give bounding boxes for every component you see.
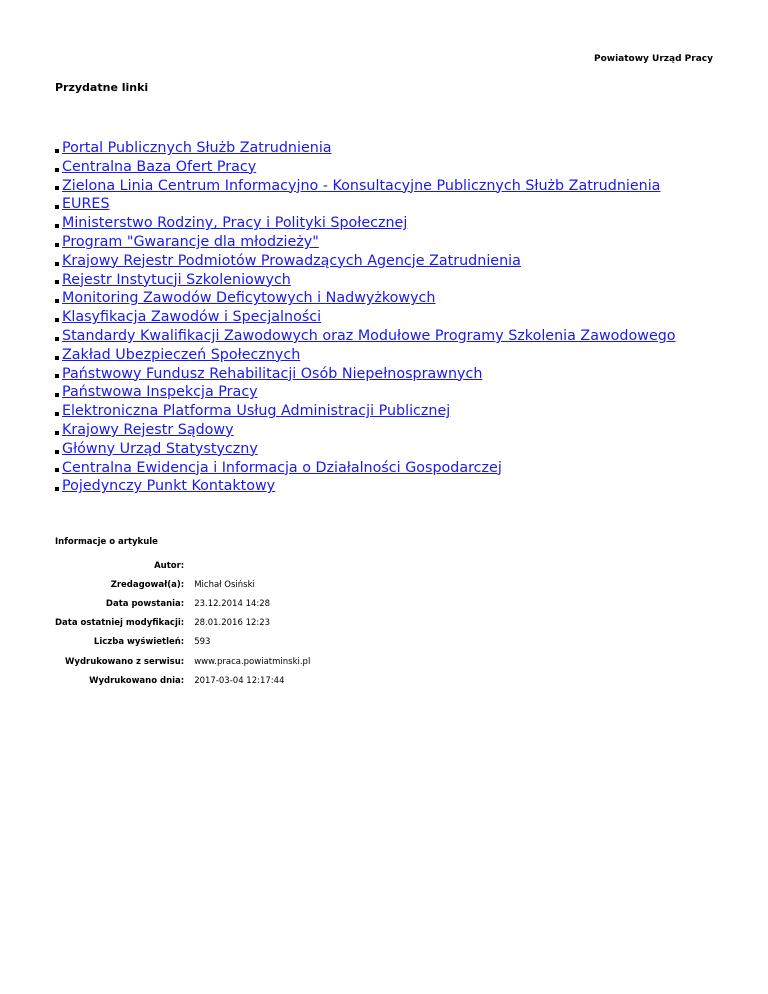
link-pip[interactable]: Państwowa Inspekcja Pracy	[62, 384, 258, 401]
list-item	[55, 233, 676, 252]
link-epuap[interactable]: Elektroniczna Platforma Usług Administracji Publicznej	[62, 403, 451, 420]
site-name: Powiatowy Urząd Pracy	[594, 54, 713, 64]
info-label-editor: Zredagował(a):	[110, 579, 185, 590]
list-item	[55, 365, 676, 384]
table-row	[51, 671, 314, 690]
bullet-icon	[55, 487, 59, 491]
list-item	[55, 158, 676, 177]
info-value-created: 23.12.2014 14:28	[194, 598, 271, 609]
bullet-icon	[55, 431, 59, 435]
links-list	[55, 139, 676, 496]
list-item	[55, 327, 676, 346]
info-value-editor: Michał Osiński	[194, 579, 255, 590]
link-zielona-linia[interactable]: Zielona Linia Centrum Informacyjno - Konsultacyjne Publicznych Służb Zatrudnienia	[62, 177, 661, 194]
link-ceidg[interactable]: Centralna Ewidencja i Informacja o Działalności Gospodarczej	[62, 459, 502, 476]
link-gus[interactable]: Główny Urząd Statystyczny	[62, 440, 258, 457]
list-item	[55, 214, 676, 233]
link-eures[interactable]: EURES	[62, 196, 110, 213]
info-value-printed-from: www.praca.powiatminski.pl	[194, 656, 311, 667]
link-rejestr-instytucji-szkoleniowych[interactable]: Rejestr Instytucji Szkoleniowych	[62, 271, 291, 288]
info-value-views: 593	[194, 637, 211, 648]
table-row	[51, 652, 314, 671]
info-value-modified: 28.01.2016 12:23	[194, 618, 271, 629]
link-punkt-kontaktowy[interactable]: Pojedynczy Punkt Kontaktowy	[62, 478, 276, 495]
page-title: Przydatne linki	[55, 81, 149, 94]
bullet-icon	[55, 412, 59, 416]
link-zus[interactable]: Zakład Ubezpieczeń Społecznych	[62, 346, 301, 363]
link-centralna-baza-ofert[interactable]: Centralna Baza Ofert Pracy	[62, 158, 257, 175]
bullet-icon	[55, 224, 59, 228]
link-klasyfikacja-zawodow[interactable]: Klasyfikacja Zawodów i Specjalności	[62, 309, 322, 326]
info-label-printed-from: Wydrukowano z serwisu:	[65, 656, 185, 667]
list-item	[55, 459, 676, 478]
article-info-title: Informacje o artykule	[55, 537, 158, 547]
link-pfron[interactable]: Państwowy Fundusz Rehabilitacji Osób Niepełnosprawnych	[62, 365, 483, 382]
info-label-views: Liczba wyświetleń:	[93, 637, 185, 648]
list-item	[55, 346, 676, 365]
bullet-icon	[55, 186, 59, 190]
bullet-icon	[55, 262, 59, 266]
bullet-icon	[55, 356, 59, 360]
bullet-icon	[55, 168, 59, 172]
bullet-icon	[55, 280, 59, 284]
info-label-modified: Data ostatniej modyfikacji:	[55, 618, 185, 629]
info-label-created: Data powstania:	[105, 598, 185, 609]
bullet-icon	[55, 337, 59, 341]
list-item	[55, 195, 676, 214]
bullet-icon	[55, 450, 59, 454]
table-row	[51, 614, 314, 633]
list-item	[55, 440, 676, 459]
info-label-printed-on: Wydrukowano dnia:	[89, 675, 185, 686]
link-krajowy-rejestr-agencji[interactable]: Krajowy Rejestr Podmiotów Prowadzących Agencje Zatrudnienia	[62, 252, 521, 269]
bullet-icon	[55, 374, 59, 378]
info-value-printed-on: 2017-03-04 12:17:44	[194, 675, 285, 686]
bullet-icon	[55, 318, 59, 322]
link-ministerstwo[interactable]: Ministerstwo Rodziny, Pracy i Polityki Społecznej	[62, 215, 408, 232]
list-item	[55, 402, 676, 421]
table-row	[51, 633, 314, 652]
info-value-author	[190, 556, 314, 575]
link-gwarancje-dla-mlodziezy[interactable]: Program "Gwarancje dla młodzieży"	[62, 233, 319, 250]
list-item	[55, 477, 676, 496]
link-monitoring-zawodow[interactable]: Monitoring Zawodów Deficytowych i Nadwyżkowych	[62, 290, 436, 307]
list-item	[55, 271, 676, 290]
link-krs[interactable]: Krajowy Rejestr Sądowy	[62, 421, 234, 438]
link-standardy-kwalifikacji[interactable]: Standardy Kwalifikacji Zawodowych oraz Modułowe Programy Szkolenia Zawodowego	[62, 327, 676, 344]
list-item	[55, 252, 676, 271]
table-row	[51, 556, 314, 575]
info-label-author: Autor:	[154, 560, 185, 571]
list-item	[55, 289, 676, 308]
list-item	[55, 177, 676, 196]
bullet-icon	[55, 243, 59, 247]
bullet-icon	[55, 393, 59, 397]
bullet-icon	[55, 205, 59, 209]
list-item	[55, 139, 676, 158]
table-row	[51, 594, 314, 613]
table-row	[51, 575, 314, 594]
bullet-icon	[55, 299, 59, 303]
list-item	[55, 308, 676, 327]
list-item	[55, 421, 676, 440]
bullet-icon	[55, 149, 59, 153]
list-item	[55, 383, 676, 402]
bullet-icon	[55, 468, 59, 472]
link-portal-psz[interactable]: Portal Publicznych Służb Zatrudnienia	[62, 140, 332, 156]
article-info-table	[51, 556, 314, 690]
